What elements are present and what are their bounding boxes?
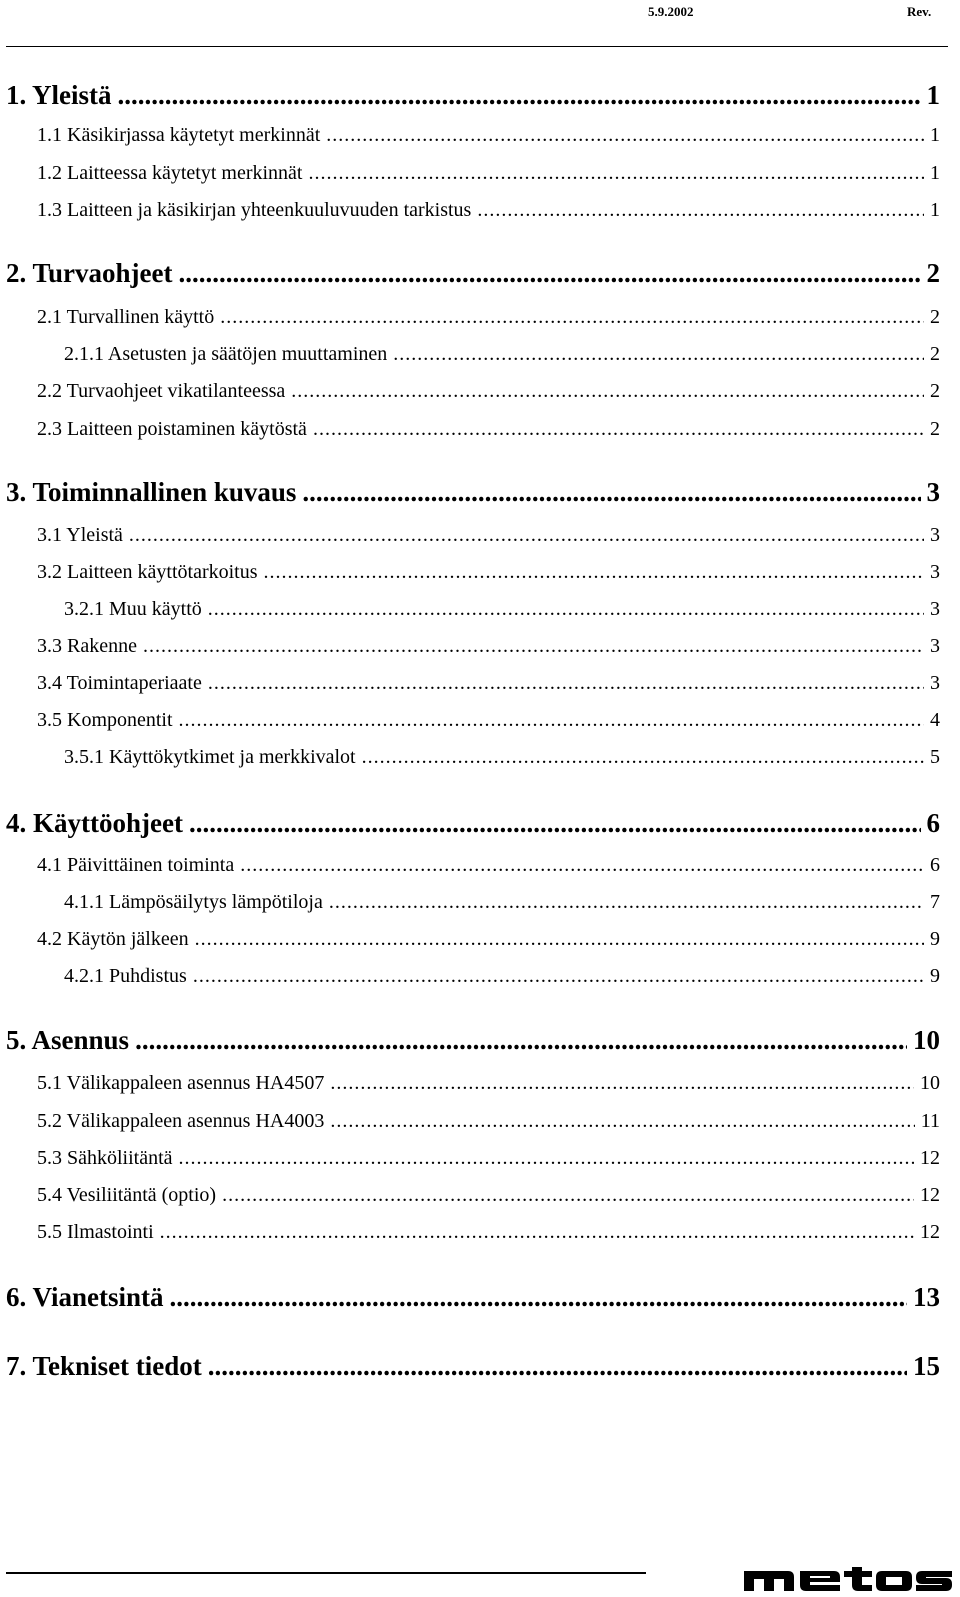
toc-number: 2.1.1 <box>64 343 104 365</box>
toc-title: Päivittäinen toiminta <box>67 854 235 876</box>
leader-dots <box>330 1072 914 1095</box>
toc-page: 9 <box>930 965 940 987</box>
toc-title: Tekniset tiedot <box>32 1351 202 1381</box>
toc-entry[interactable] <box>37 1184 940 1207</box>
toc-entry[interactable] <box>37 524 940 547</box>
toc-number: 5.2 <box>37 1110 62 1132</box>
toc-title: Laitteessa käytetyt merkinnät <box>67 162 303 184</box>
toc-title: Yleistä <box>66 524 123 546</box>
toc-title: Turvaohjeet vikatilanteessa <box>66 380 286 402</box>
toc-number: 4. <box>6 808 27 838</box>
toc-entry[interactable] <box>37 1221 940 1244</box>
leader-dots <box>240 854 924 877</box>
toc-entry[interactable] <box>6 808 940 839</box>
toc-title: Toiminnallinen kuvaus <box>32 477 297 507</box>
toc-entry[interactable] <box>6 1282 940 1313</box>
leader-dots <box>393 343 924 366</box>
toc-number: 6. <box>6 1282 27 1312</box>
toc-number: 5.1 <box>37 1072 62 1094</box>
toc-number: 5.3 <box>37 1147 62 1169</box>
toc-page: 7 <box>930 891 940 913</box>
toc-title: Vesiliitäntä (optio) <box>66 1184 217 1206</box>
leader-dots <box>195 928 924 951</box>
toc-title: Vianetsintä <box>32 1282 164 1312</box>
leader-dots <box>329 891 924 914</box>
toc-entry[interactable] <box>37 672 940 695</box>
toc-entry[interactable] <box>6 258 940 289</box>
leader-dots <box>208 598 924 621</box>
leader-dots <box>362 746 924 769</box>
toc-page: 2 <box>930 306 940 328</box>
toc-title: Käsikirjassa käytetyt merkinnät <box>67 124 321 146</box>
toc-page: 9 <box>930 928 940 950</box>
toc-number: 1.3 <box>37 199 62 221</box>
metos-logo <box>744 1567 954 1596</box>
toc-entry[interactable] <box>64 598 940 621</box>
toc-entry[interactable] <box>37 124 940 147</box>
toc-number: 3.5.1 <box>64 746 104 768</box>
toc-page: 1 <box>926 80 940 110</box>
toc-page: 10 <box>913 1025 940 1055</box>
leader-dots <box>179 709 924 732</box>
toc-title: Välikappaleen asennus HA4003 <box>66 1110 325 1132</box>
toc-entry[interactable] <box>6 1351 940 1382</box>
toc-entry[interactable] <box>64 965 940 988</box>
toc-entry[interactable] <box>64 343 940 366</box>
toc-entry[interactable] <box>37 1110 940 1133</box>
leader-dots <box>308 162 924 185</box>
toc-title: Lämpösäilytys lämpötiloja <box>109 891 323 913</box>
toc-entry[interactable] <box>37 561 940 584</box>
leader-dots <box>179 1147 914 1170</box>
toc-title: Välikappaleen asennus HA4507 <box>66 1072 325 1094</box>
toc-number: 1.2 <box>37 162 62 184</box>
leader-dots <box>143 635 924 658</box>
leader-dots <box>222 1184 914 1207</box>
toc-page: 3 <box>926 477 940 507</box>
toc-title: Turvaohjeet <box>32 258 173 288</box>
toc-page: 13 <box>913 1282 940 1312</box>
toc-page: 3 <box>930 561 940 583</box>
toc-title: Asetusten ja säätöjen muuttaminen <box>107 343 388 365</box>
toc-page: 1 <box>930 162 940 184</box>
toc-page: 3 <box>930 524 940 546</box>
leader-dots <box>129 524 924 547</box>
toc-entry[interactable] <box>37 709 940 732</box>
toc-number: 2.1 <box>37 306 62 328</box>
toc-title: Sähköliitäntä <box>67 1147 173 1169</box>
toc-entry[interactable] <box>37 306 940 329</box>
leader-dots <box>170 1282 907 1313</box>
header-date: 5.9.2002 <box>648 4 694 19</box>
leader-dots <box>160 1221 914 1244</box>
toc-number: 1. <box>6 80 27 110</box>
toc-title: Asennus <box>31 1025 130 1055</box>
leader-dots <box>179 258 921 289</box>
toc-entry[interactable] <box>37 635 940 658</box>
footer-rule <box>6 1572 646 1574</box>
toc-page: 6 <box>930 854 940 876</box>
toc-title: Laitteen poistaminen käytöstä <box>67 418 307 440</box>
toc-entry[interactable] <box>64 891 940 914</box>
toc-number: 4.2.1 <box>64 965 104 987</box>
leader-dots <box>313 418 924 441</box>
toc-entry[interactable] <box>37 854 940 877</box>
toc-number: 3.2.1 <box>64 598 104 620</box>
toc-page: 4 <box>930 709 940 731</box>
toc-number: 1.1 <box>37 124 62 146</box>
leader-dots <box>208 1351 907 1382</box>
toc-entry[interactable] <box>6 477 940 508</box>
metos-logo-mark <box>744 1567 954 1591</box>
toc-title: Toimintaperiaate <box>66 672 202 694</box>
leader-dots <box>117 80 920 111</box>
toc-page: 6 <box>926 808 940 838</box>
toc-entry[interactable] <box>37 380 940 403</box>
toc-title: Yleistä <box>32 80 112 110</box>
toc-number: 3. <box>6 477 27 507</box>
leader-dots <box>330 1110 914 1133</box>
leader-dots <box>189 808 921 839</box>
toc-entry[interactable] <box>6 80 940 111</box>
header-rev: Rev. <box>907 4 932 19</box>
toc-entry[interactable] <box>37 1147 940 1170</box>
toc-number: 3.2 <box>37 561 62 583</box>
toc-number: 4.2 <box>37 928 62 950</box>
toc-entry[interactable] <box>6 1025 940 1056</box>
toc-title: Käyttökytkimet ja merkkivalot <box>109 746 356 768</box>
toc-entry[interactable] <box>37 162 940 185</box>
toc-title: Puhdistus <box>109 965 187 987</box>
toc-number: 5.4 <box>37 1184 62 1206</box>
toc-page: 10 <box>920 1072 940 1094</box>
leader-dots <box>220 306 924 329</box>
toc-entry[interactable] <box>37 418 940 441</box>
leader-dots <box>291 380 924 403</box>
toc-number: 3.3 <box>37 635 62 657</box>
toc-page: 3 <box>930 598 940 620</box>
toc-title: Laitteen käyttötarkoitus <box>67 561 258 583</box>
toc-page: 2 <box>930 343 940 365</box>
toc-page: 3 <box>930 635 940 657</box>
toc-page: 12 <box>920 1221 940 1243</box>
toc-number: 7. <box>6 1351 27 1381</box>
toc-page: 1 <box>930 199 940 221</box>
toc-number: 5.5 <box>37 1221 62 1243</box>
leader-dots <box>302 477 920 508</box>
toc-title: Laitteen ja käsikirjan yhteenkuuluvuuden tarkistus <box>67 199 472 221</box>
toc-entry[interactable] <box>37 199 940 222</box>
toc-title: Käytön jälkeen <box>67 928 189 950</box>
toc-entry[interactable] <box>37 1072 940 1095</box>
leader-dots <box>326 124 924 147</box>
toc-page: 2 <box>930 418 940 440</box>
toc-title: Turvallinen käyttö <box>66 306 215 328</box>
header-rule <box>6 46 948 47</box>
toc-entry[interactable] <box>64 746 940 769</box>
toc-page: 12 <box>920 1184 940 1206</box>
toc-page: 11 <box>920 1110 940 1132</box>
toc-number: 2.2 <box>37 380 62 402</box>
toc-title: Komponentit <box>67 709 173 731</box>
toc-number: 4.1.1 <box>64 891 104 913</box>
toc-page: 2 <box>930 380 940 402</box>
toc-page: 1 <box>930 124 940 146</box>
leader-dots <box>208 672 924 695</box>
toc-title: Ilmastointi <box>67 1221 154 1243</box>
toc-number: 3.4 <box>37 672 62 694</box>
toc-number: 3.5 <box>37 709 62 731</box>
leader-dots <box>135 1025 907 1056</box>
toc-number: 3.1 <box>37 524 62 546</box>
leader-dots <box>264 561 925 584</box>
toc-title: Käyttöohjeet <box>33 808 183 838</box>
toc-number: 2. <box>6 258 27 288</box>
toc-number: 4.1 <box>37 854 62 876</box>
toc-page: 2 <box>926 258 940 288</box>
toc-page: 5 <box>930 746 940 768</box>
leader-dots <box>193 965 924 988</box>
toc-title: Rakenne <box>67 635 137 657</box>
toc-number: 5. <box>6 1025 27 1055</box>
leader-dots <box>477 199 924 222</box>
toc-entry[interactable] <box>37 928 940 951</box>
toc-number: 2.3 <box>37 418 62 440</box>
toc-page: 12 <box>920 1147 940 1169</box>
toc-title: Muu käyttö <box>109 598 202 620</box>
toc-page: 3 <box>930 672 940 694</box>
toc-page: 15 <box>913 1351 940 1381</box>
